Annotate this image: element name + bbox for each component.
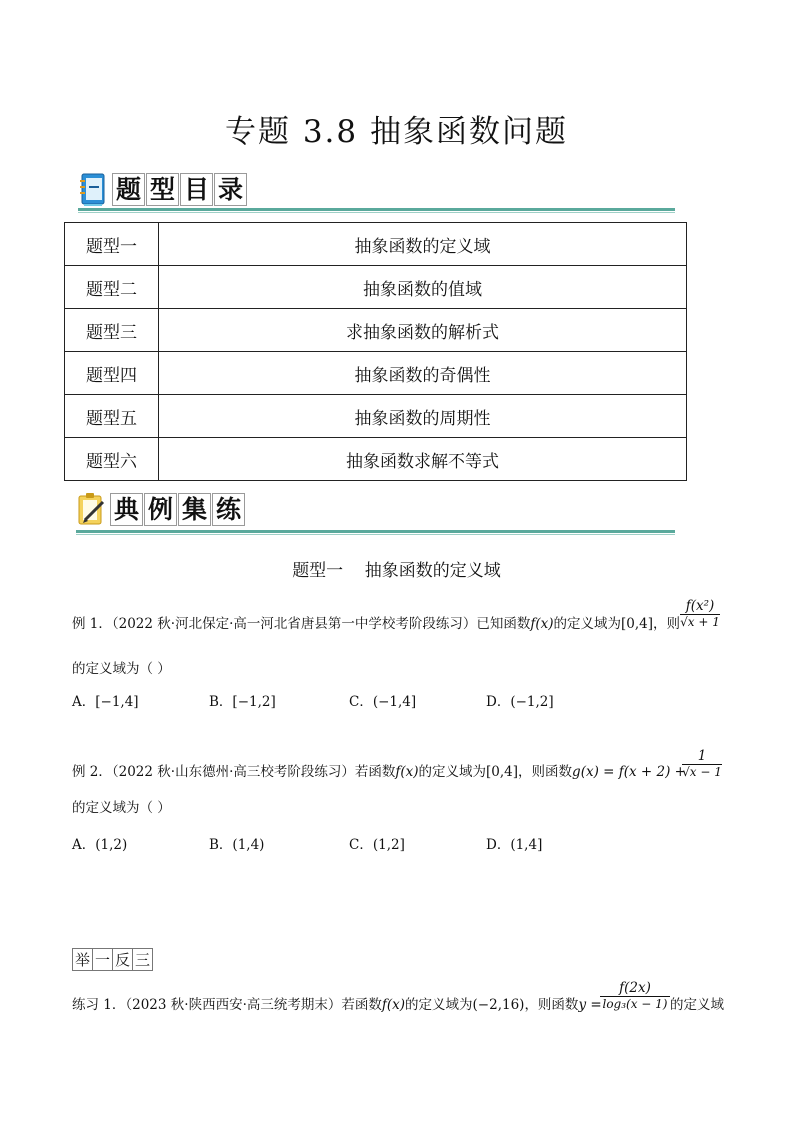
section-divider xyxy=(78,208,675,211)
fraction-denominator: √x + 1 xyxy=(680,615,720,629)
page-title: 专题 3.8 抽象函数问题 xyxy=(224,114,568,150)
section-char: 典 xyxy=(110,493,143,526)
tag-char: 一 xyxy=(92,948,113,971)
function-symbol: f(x) xyxy=(530,616,554,632)
notebook-icon xyxy=(78,172,108,206)
section-char: 录 xyxy=(214,173,247,206)
practice-text: 的定义域 xyxy=(670,997,724,1013)
section-char: 型 xyxy=(146,173,179,206)
section-char: 例 xyxy=(144,493,177,526)
example-text: ，则函数 xyxy=(518,764,573,780)
section-divider-light xyxy=(76,534,675,535)
toc-topic[interactable]: 抽象函数的奇偶性 xyxy=(159,352,687,395)
toc-row xyxy=(65,266,687,309)
toc-section-header xyxy=(78,172,248,206)
toc-topic[interactable]: 抽象函数的值域 xyxy=(159,266,687,309)
example-text: 的定义域为 xyxy=(553,616,622,632)
toc-type: 题型三 xyxy=(65,309,159,352)
toc-topic[interactable]: 抽象函数的周期性 xyxy=(159,395,687,438)
example-2-stem xyxy=(72,748,732,788)
toc-row xyxy=(65,223,687,266)
section-char: 集 xyxy=(178,493,211,526)
toc-section-title xyxy=(112,173,248,206)
practice-text: 练习 1．（2023 秋·陕西西安·高三统考期末）若函数 xyxy=(72,997,382,1013)
tag-char: 举 xyxy=(72,948,93,971)
option-d[interactable]: D．(1,4] xyxy=(486,837,543,853)
section-divider xyxy=(76,530,675,533)
example-text: ，则 xyxy=(653,616,681,632)
fraction xyxy=(680,598,720,629)
toc-row xyxy=(65,352,687,395)
tag-char: 反 xyxy=(112,948,133,971)
examples-section-header xyxy=(76,492,246,526)
toc-type: 题型二 xyxy=(65,266,159,309)
function-expression: g(x) = f(x + 2) + xyxy=(572,764,686,780)
option-c[interactable]: C．(1,2] xyxy=(349,837,405,853)
fraction xyxy=(682,748,722,779)
toc-type: 题型四 xyxy=(65,352,159,395)
fraction-numerator: f(x²) xyxy=(680,598,720,615)
toc-type: 题型六 xyxy=(65,438,159,481)
function-expression: y = xyxy=(578,997,602,1013)
function-symbol: f(x) xyxy=(381,997,406,1013)
toc-row xyxy=(65,395,687,438)
example-2-line2: 的定义域为（ ） xyxy=(72,800,171,816)
toc-type: 题型一 xyxy=(65,223,159,266)
option-a[interactable]: A．(1,2) xyxy=(72,837,128,853)
toc-type: 题型五 xyxy=(65,395,159,438)
option-b[interactable]: B．(1,4) xyxy=(209,837,265,853)
interval: [0,4] xyxy=(621,616,654,632)
fraction xyxy=(600,980,670,1011)
example-text: 例 1．（2022 秋·河北保定·高一河北省唐县第一中学校考阶段练习）已知函数 xyxy=(72,616,531,632)
option-a[interactable]: A．[−1,4] xyxy=(72,694,139,710)
toc-row xyxy=(65,438,687,481)
option-d[interactable]: D．(−1,2] xyxy=(486,694,554,710)
toc-table xyxy=(64,222,687,481)
practice-text: ，则函数 xyxy=(524,997,579,1013)
toc-topic[interactable]: 抽象函数的定义域 xyxy=(159,223,687,266)
toc-topic[interactable]: 抽象函数求解不等式 xyxy=(159,438,687,481)
example-1-stem xyxy=(72,598,732,642)
interval: [0,4] xyxy=(486,764,519,780)
practice-1-stem xyxy=(72,980,732,1020)
example-2-options xyxy=(72,833,672,853)
section-char: 练 xyxy=(212,493,245,526)
option-c[interactable]: C．(−1,4] xyxy=(349,694,417,710)
section-char: 目 xyxy=(180,173,213,206)
toc-row xyxy=(65,309,687,352)
practice-tag xyxy=(72,948,152,971)
option-b[interactable]: B．[−1,2] xyxy=(209,694,276,710)
examples-section-title xyxy=(110,493,246,526)
interval: (−2,16) xyxy=(472,997,525,1013)
fraction-numerator: f(2x) xyxy=(600,980,670,997)
example-1-line2: 的定义域为（ ） xyxy=(72,661,171,677)
fraction-denominator: √x − 1 xyxy=(682,765,722,779)
practice-text: 的定义域为 xyxy=(405,997,473,1013)
toc-topic[interactable]: 求抽象函数的解析式 xyxy=(159,309,687,352)
example-text: 的定义域为 xyxy=(418,764,487,780)
function-symbol: f(x) xyxy=(395,764,419,780)
fraction-numerator: 1 xyxy=(682,748,722,765)
section-divider-light xyxy=(78,212,675,213)
fraction-denominator: log₃(x − 1) xyxy=(602,997,668,1011)
example-text: 例 2．（2022 秋·山东德州·高三校考阶段练习）若函数 xyxy=(72,764,396,780)
clipboard-pencil-icon xyxy=(76,492,106,526)
example-1-options xyxy=(72,690,672,710)
tag-char: 三 xyxy=(132,948,153,971)
section-char: 题 xyxy=(112,173,145,206)
type1-heading: 题型一 抽象函数的定义域 xyxy=(292,561,501,581)
